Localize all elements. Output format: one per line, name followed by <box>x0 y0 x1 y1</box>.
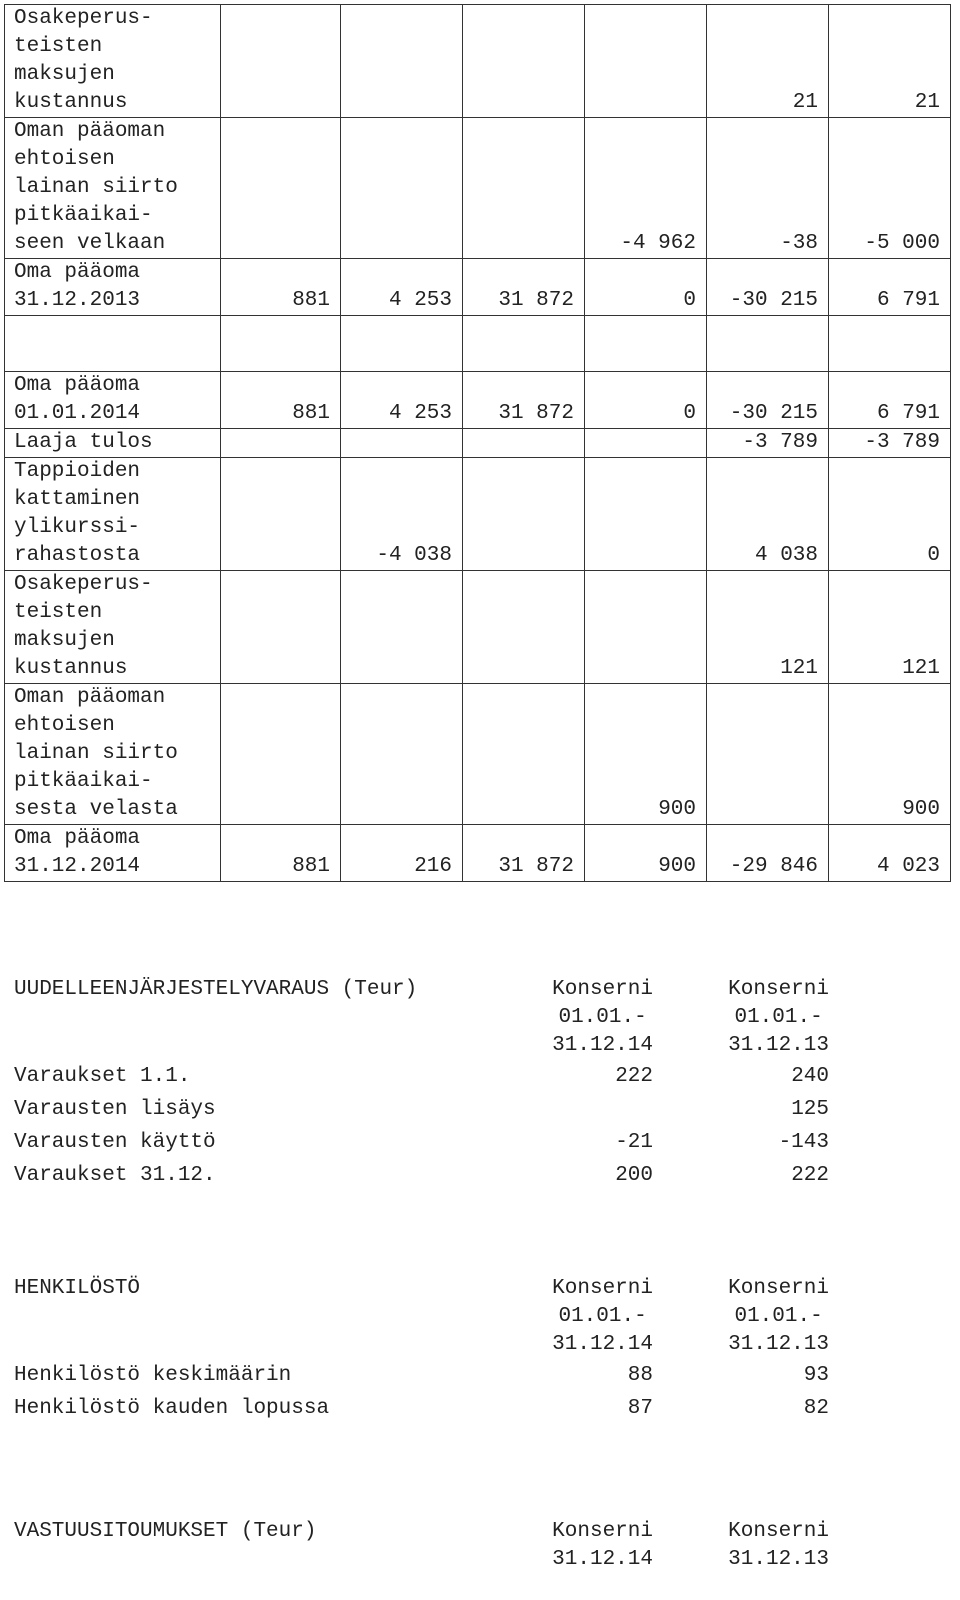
equity-cell: 31 872 <box>463 825 585 882</box>
equity-cell: 4 038 <box>707 458 829 571</box>
equity-change-table <box>4 4 951 882</box>
equity-cell <box>221 118 341 259</box>
row-value-2014: -21 <box>615 1131 653 1154</box>
equity-row <box>5 316 951 372</box>
equity-row <box>5 429 951 458</box>
equity-cell <box>221 458 341 571</box>
equity-row-label: Oman pääoman ehtoisen lainan siirto pitkäaikai- seen velkaan <box>5 118 221 259</box>
equity-cell: 881 <box>221 372 341 429</box>
equity-cell: 4 253 <box>341 372 463 429</box>
equity-cell <box>221 5 341 118</box>
equity-cell: 900 <box>829 684 951 825</box>
equity-cell: 121 <box>829 571 951 684</box>
equity-row <box>5 825 951 882</box>
equity-cell <box>341 5 463 118</box>
equity-row-label: Osakeperus- teisten maksujen kustannus <box>5 571 221 684</box>
equity-cell: -4 038 <box>341 458 463 571</box>
equity-cell <box>463 458 585 571</box>
equity-cell <box>707 684 829 825</box>
equity-cell <box>585 5 707 118</box>
restructuring-title: UUDELLEENJÄRJESTELYVARAUS (Teur) <box>14 978 418 1001</box>
restructuring-row <box>14 1159 960 1192</box>
equity-cell: 900 <box>585 684 707 825</box>
equity-cell: 0 <box>585 259 707 316</box>
equity-row-label: Oma pääoma 31.12.2014 <box>5 825 221 882</box>
equity-row <box>5 372 951 429</box>
equity-cell: 881 <box>221 259 341 316</box>
row-value-2014: 87 <box>627 1397 653 1420</box>
row-label: Varausten käyttö <box>14 1131 216 1154</box>
equity-cell <box>463 429 585 458</box>
equity-cell <box>463 118 585 259</box>
equity-cell: 6 791 <box>829 259 951 316</box>
restructuring-row <box>14 1126 960 1159</box>
equity-cell <box>221 316 341 372</box>
equity-cell <box>585 316 707 372</box>
equity-row <box>5 259 951 316</box>
equity-row-label: Laaja tulos <box>5 429 221 458</box>
equity-cell: 21 <box>707 5 829 118</box>
equity-cell <box>341 684 463 825</box>
equity-cell <box>463 571 585 684</box>
equity-row <box>5 5 951 118</box>
row-label: Varaukset 31.12. <box>14 1164 216 1187</box>
equity-row-label <box>5 316 221 372</box>
personnel-row <box>14 1359 960 1392</box>
equity-cell <box>707 316 829 372</box>
equity-row-label: Oma pääoma 31.12.2013 <box>5 259 221 316</box>
row-value-2013: 240 <box>791 1065 829 1088</box>
commitments-col1-header: Konserni 31.12.14 <box>552 1520 653 1571</box>
row-value-2013: 82 <box>803 1397 829 1420</box>
row-label: Henkilöstö kauden lopussa <box>14 1397 330 1420</box>
equity-row-label: Tappioiden kattaminen ylikurssi- rahastosta <box>5 458 221 571</box>
row-value-2013: -143 <box>778 1131 829 1154</box>
row-value-2014: 200 <box>615 1164 653 1187</box>
equity-cell: 6 791 <box>829 372 951 429</box>
row-label: Henkilöstö keskimäärin <box>14 1364 292 1387</box>
restructuring-row <box>14 1093 960 1126</box>
equity-cell: 121 <box>707 571 829 684</box>
equity-cell <box>463 5 585 118</box>
restructuring-row <box>14 1060 960 1093</box>
equity-row-label: Oman pääoman ehtoisen lainan siirto pitkäaikai- sesta velasta <box>5 684 221 825</box>
row-value-2014: 88 <box>627 1364 653 1387</box>
equity-cell <box>341 571 463 684</box>
equity-cell: -29 846 <box>707 825 829 882</box>
equity-cell: 0 <box>829 458 951 571</box>
equity-cell <box>463 316 585 372</box>
restructuring-col1-header: Konserni 01.01.- 31.12.14 <box>552 978 653 1057</box>
equity-row <box>5 458 951 571</box>
equity-cell <box>221 684 341 825</box>
equity-cell: -30 215 <box>707 372 829 429</box>
equity-cell: 881 <box>221 825 341 882</box>
equity-cell: 4 023 <box>829 825 951 882</box>
equity-row <box>5 684 951 825</box>
equity-cell: 31 872 <box>463 259 585 316</box>
equity-cell <box>585 429 707 458</box>
equity-cell: 31 872 <box>463 372 585 429</box>
personnel-title: HENKILÖSTÖ <box>14 1277 141 1300</box>
row-value-2014: 222 <box>615 1065 653 1088</box>
equity-cell: 900 <box>585 825 707 882</box>
personnel-col1-header: Konserni 01.01.- 31.12.14 <box>552 1277 653 1356</box>
commitments-col2-header: Konserni 31.12.13 <box>728 1520 829 1571</box>
equity-cell: 4 253 <box>341 259 463 316</box>
equity-cell <box>585 571 707 684</box>
row-label: Varaukset 1.1. <box>14 1065 191 1088</box>
row-label: Varausten lisäys <box>14 1098 216 1121</box>
equity-cell <box>829 316 951 372</box>
row-value-2013: 93 <box>803 1364 829 1387</box>
equity-cell <box>341 429 463 458</box>
equity-cell <box>341 316 463 372</box>
commitments-title: VASTUUSITOUMUKSET (Teur) <box>14 1520 317 1543</box>
equity-cell <box>585 458 707 571</box>
equity-cell <box>221 429 341 458</box>
row-value-2013: 222 <box>791 1164 829 1187</box>
equity-row <box>5 571 951 684</box>
equity-cell: -38 <box>707 118 829 259</box>
row-value-2013: 125 <box>791 1098 829 1121</box>
personnel-row <box>14 1392 960 1425</box>
equity-row-label: Osakeperus- teisten maksujen kustannus <box>5 5 221 118</box>
equity-row <box>5 118 951 259</box>
equity-cell: 0 <box>585 372 707 429</box>
equity-cell: -30 215 <box>707 259 829 316</box>
equity-cell <box>221 571 341 684</box>
equity-cell <box>463 684 585 825</box>
equity-cell: -4 962 <box>585 118 707 259</box>
equity-row-label: Oma pääoma 01.01.2014 <box>5 372 221 429</box>
equity-cell: -3 789 <box>707 429 829 458</box>
equity-cell <box>341 118 463 259</box>
equity-cell: -5 000 <box>829 118 951 259</box>
equity-cell: 216 <box>341 825 463 882</box>
equity-cell: -3 789 <box>829 429 951 458</box>
equity-cell: 21 <box>829 5 951 118</box>
personnel-col2-header: Konserni 01.01.- 31.12.13 <box>728 1277 829 1356</box>
restructuring-col2-header: Konserni 01.01.- 31.12.13 <box>728 978 829 1057</box>
